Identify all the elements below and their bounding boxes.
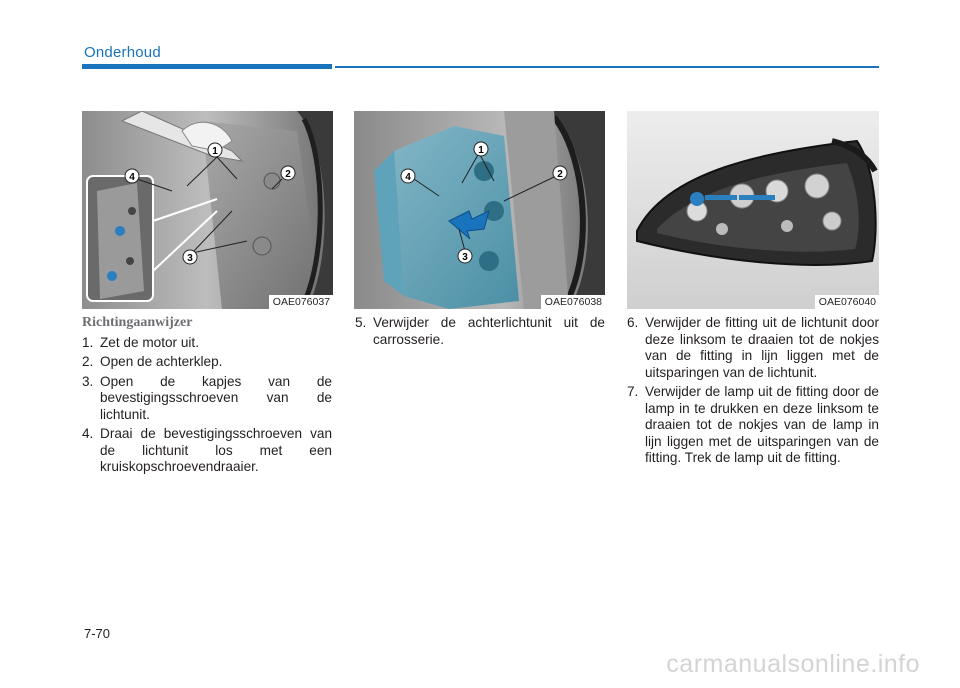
step-1 [82,335,332,352]
column-2 [355,315,605,351]
section-heading: Richtingaanwijzer [82,315,193,330]
step-6 [627,315,879,381]
step-number: 7. [627,384,639,399]
header-rule-thick [82,64,332,69]
svg-text:4: 4 [129,172,135,183]
svg-text:4: 4 [405,172,411,183]
step-2 [82,354,332,371]
figure-code: OAE076040 [815,295,879,309]
watermark: carmanualsonline.info [666,650,920,678]
step-4 [82,426,332,476]
figure-1-illustration [82,111,333,309]
step-text: Verwijder de lamp uit de fitting door de lamp in te drukken en deze linksom te draaien tot de nokjes van de lamp in lijn liggen met de uitsparingen van de fitting. Trek de lamp uit de fitting. [645,384,879,465]
svg-text:3: 3 [187,253,193,264]
step-text: Open de kapjes van de bevestigingsschroeven van de lichtunit. [100,373,332,422]
step-text: Draai de bevestigingsschroeven van de lichtunit los met een kruiskopschroevendraaier. [100,426,332,474]
step-number: 1. [82,334,94,350]
section-title: Onderhoud [84,44,161,61]
step-number: 6. [627,315,639,330]
callout-4 [401,169,415,183]
step-7 [627,384,879,467]
step-text: Open de achterklep. [100,354,223,369]
callout-2 [553,166,567,180]
figure-code: OAE076038 [541,295,605,309]
step-5 [355,315,605,348]
callout-3 [458,249,472,263]
svg-text:3: 3 [462,252,468,263]
column-1 [82,315,332,479]
svg-text:2: 2 [557,169,563,180]
step-number: 5. [355,315,367,330]
svg-text:1: 1 [478,145,484,156]
step-number: 4. [82,426,94,441]
callout-4 [125,169,139,183]
figure-3-illustration [627,111,879,309]
step-number: 3. [82,373,94,389]
figure-remove-light-unit [354,111,605,309]
step-text: Zet de motor uit. [100,334,199,350]
header-rule-thin [335,66,879,68]
callout-1 [474,142,488,156]
svg-text:1: 1 [212,146,218,157]
callout-1 [208,143,222,157]
svg-text:2: 2 [285,169,291,180]
step-text: Verwijder de fitting uit de lichtunit door deze linksom te draaien tot de nokjes van de fitting in lijn liggen met de uitsparingen van de lichtunit. [645,315,879,380]
step-text: Verwijder de achterlichtunit uit de carrosserie. [373,315,605,347]
figure-light-unit-back [627,111,879,309]
callout-3 [183,250,197,264]
page-number: 7-70 [84,626,111,641]
callout-2 [281,166,295,180]
figure-code: OAE076037 [269,295,333,309]
column-3 [627,315,879,470]
figure-screw-caps [82,111,333,309]
step-3 [82,374,332,424]
step-number: 2. [82,354,94,369]
figure-2-illustration [354,111,605,309]
